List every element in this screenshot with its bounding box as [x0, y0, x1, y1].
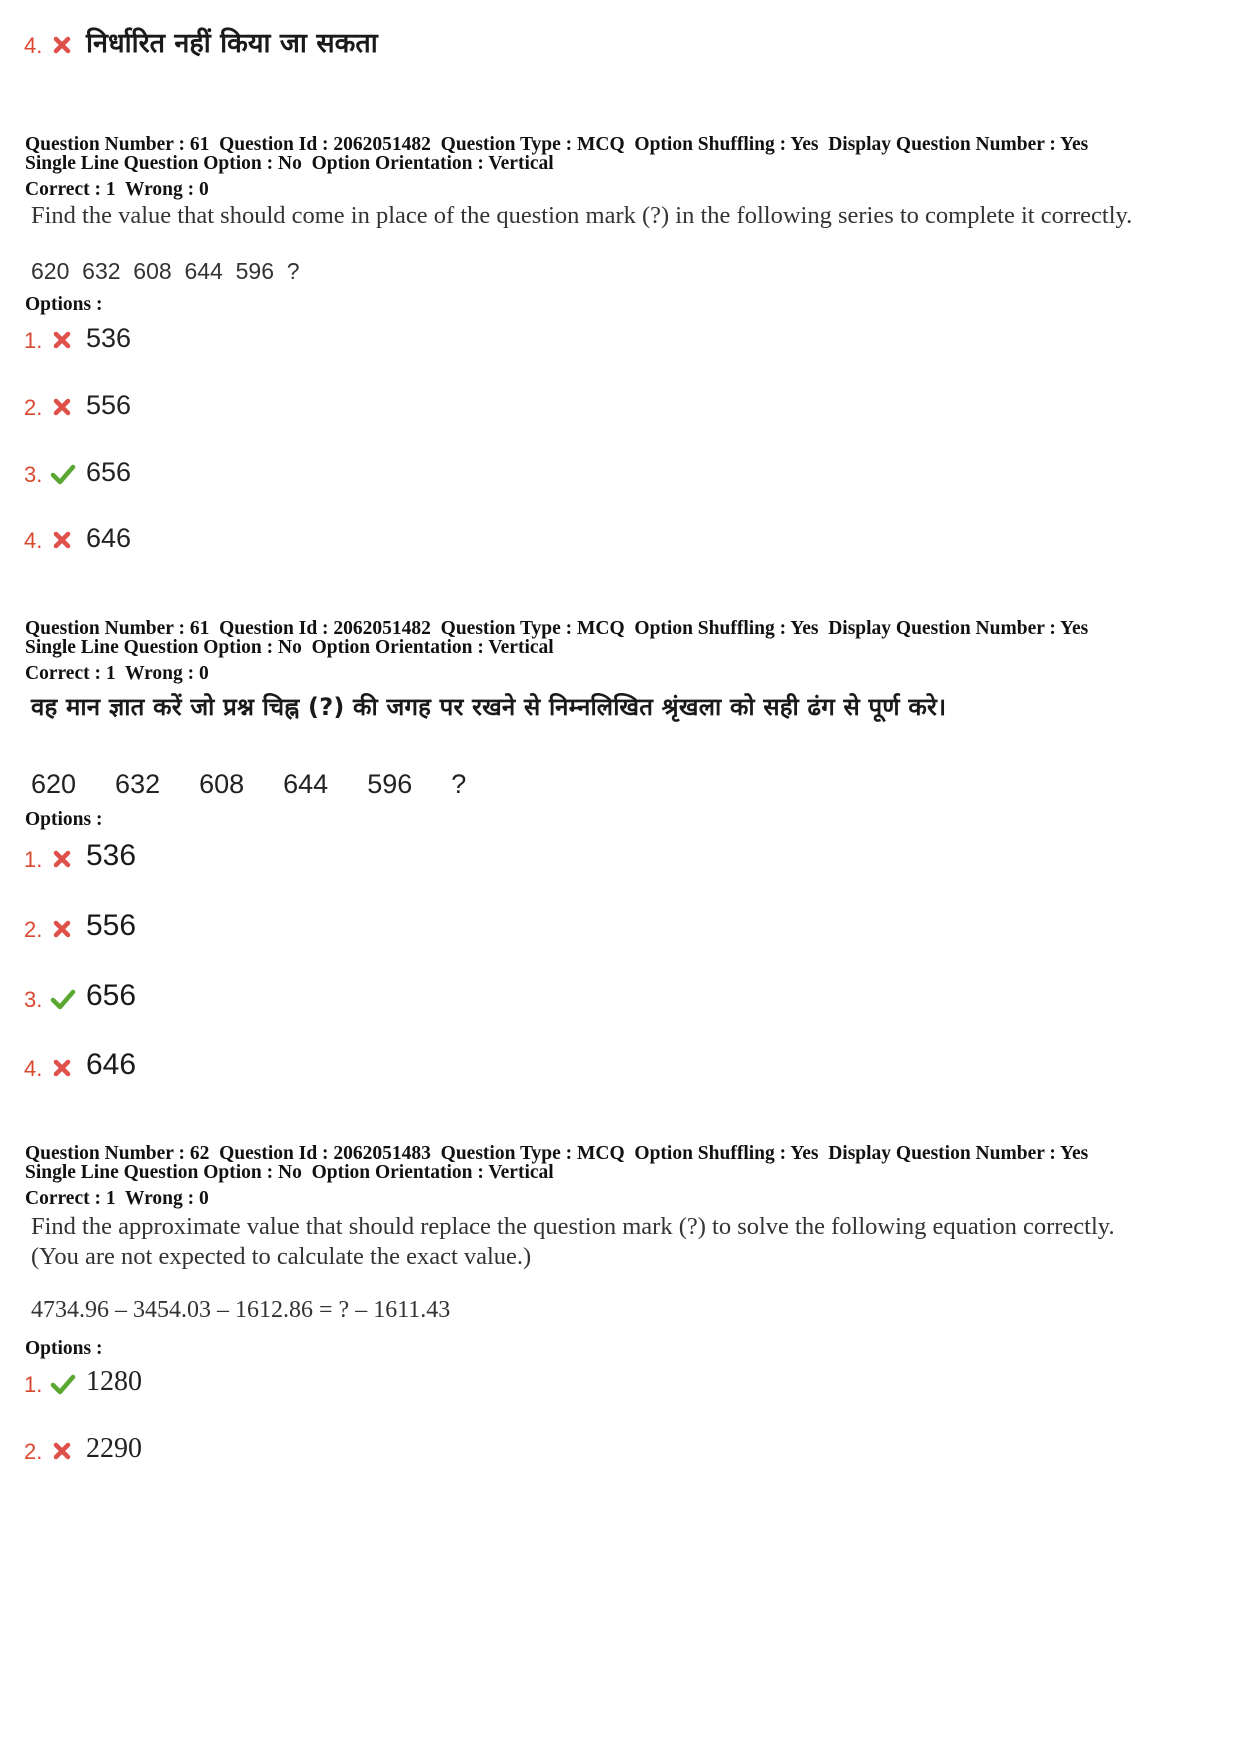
previous-option-4: [24, 30, 378, 57]
option-number: 1.: [24, 1372, 43, 1397]
cross-icon: [50, 1439, 76, 1463]
option-number: 4.: [24, 1056, 43, 1081]
cross-icon: [50, 1056, 76, 1080]
cross-icon: [50, 917, 76, 941]
question-meta-line2: Single Line Question Option : No Option Orientation : Vertical: [25, 153, 554, 174]
cross-icon: [50, 328, 76, 352]
question-text: Find the value that should come in place of the question mark (?) in the following series to complete it correctly.: [31, 202, 1133, 229]
options-label: Options :: [25, 809, 103, 830]
option-text: 556: [86, 390, 132, 420]
option-3: [24, 981, 136, 1011]
cross-icon: [50, 33, 76, 57]
option-number: 3.: [24, 987, 43, 1012]
option-text: 656: [86, 457, 132, 487]
option-number: 4.: [24, 528, 43, 553]
question-series: 620 632 608 644 596 ?: [31, 258, 300, 284]
option-text: 556: [86, 909, 137, 942]
option-4: [24, 525, 131, 552]
option-text: 646: [86, 523, 132, 553]
option-2: [24, 1435, 142, 1463]
option-text: 536: [86, 839, 137, 872]
option-4: [24, 1050, 136, 1080]
option-number: 2.: [24, 1439, 43, 1464]
option-number: 3.: [24, 462, 43, 487]
option-text: 1280: [86, 1366, 142, 1397]
question-meta-line2: Single Line Question Option : No Option Orientation : Vertical: [25, 637, 554, 658]
question-score: Correct : 1 Wrong : 0: [25, 663, 209, 684]
question-equation: 4734.96 – 3454.03 – 1612.86 = ? – 1611.43: [31, 1297, 451, 1323]
check-icon: [50, 1372, 76, 1396]
option-number: 2.: [24, 395, 43, 420]
question-series: 620 632 608 644 596 ?: [31, 769, 467, 799]
cross-icon: [50, 847, 76, 871]
option-text: निर्धारित नहीं किया जा सकता: [86, 28, 378, 59]
option-text: 656: [86, 979, 137, 1012]
options-label: Options :: [25, 294, 103, 315]
option-number: 1.: [24, 847, 43, 872]
check-icon: [50, 987, 76, 1011]
question-text-line1: Find the approximate value that should replace the question mark (?) to solve the following equation correctly.: [31, 1213, 1115, 1240]
option-text: 2290: [86, 1433, 142, 1464]
options-label: Options :: [25, 1338, 103, 1359]
question-score: Correct : 1 Wrong : 0: [25, 1188, 209, 1209]
option-text: 536: [86, 323, 132, 353]
option-1: [24, 841, 136, 871]
option-number: 2.: [24, 917, 43, 942]
option-3: [24, 459, 131, 486]
question-score: Correct : 1 Wrong : 0: [25, 179, 209, 200]
check-icon: [50, 462, 76, 486]
question-text-line2: (You are not expected to calculate the exact value.): [31, 1243, 532, 1270]
option-text: 646: [86, 1048, 137, 1081]
question-meta-line1: Question Number : 61 Question Id : 2062051482 Question Type : MCQ Option Shuffling : Yes Display Question Number : Yes: [25, 134, 1089, 155]
cross-icon: [50, 528, 76, 552]
question-meta-line1: Question Number : 62 Question Id : 2062051483 Question Type : MCQ Option Shuffling : Yes Display Question Number : Yes: [25, 1143, 1089, 1164]
option-1: [24, 1368, 142, 1396]
option-number: 4.: [24, 33, 43, 58]
option-2: [24, 911, 136, 941]
option-2: [24, 392, 131, 419]
option-number: 1.: [24, 328, 43, 353]
option-1: [24, 325, 131, 352]
cross-icon: [50, 395, 76, 419]
question-meta-line1: Question Number : 61 Question Id : 2062051482 Question Type : MCQ Option Shuffling : Yes Display Question Number : Yes: [25, 618, 1089, 639]
question-meta-line2: Single Line Question Option : No Option Orientation : Vertical: [25, 1162, 554, 1183]
question-text: वह मान ज्ञात करें जो प्रश्न चिह्न (?) की जगह पर रखने से निम्नलिखित श्रृंखला को सही ढंग से पूर्ण करे।: [31, 693, 947, 721]
